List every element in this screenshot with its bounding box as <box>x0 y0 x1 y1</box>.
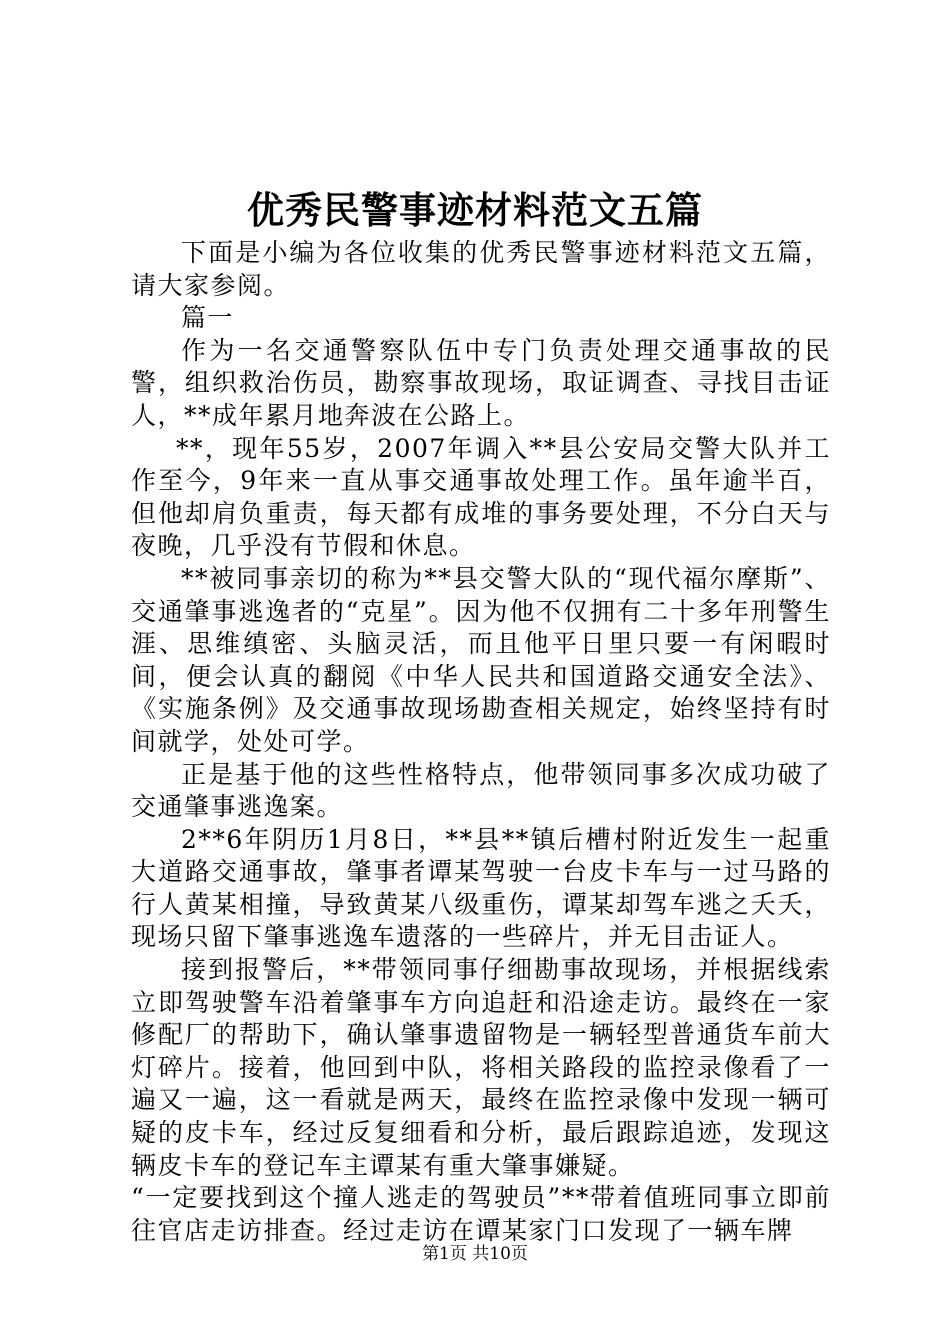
paragraph: **，现年55岁，2007年调入**县公安局交警大队并工作至今，9年来一直从事交通事故处理工作。虽年逾半百，但他却肩负重责，每天都有成堆的事务要处理，不分白天与夜晚，几乎没有节假和休息。 <box>131 433 831 561</box>
paragraph-intro: 下面是小编为各位收集的优秀民警事迹材料范文五篇，请大家参阅。 <box>131 238 831 300</box>
paragraph: 接到报警后，**带领同事仔细勘事故现场，并根据线索立即驾驶警车沿着肇事车方向追赶和沿途走访。最终在一家修配厂的帮助下，确认肇事遗留物是一辆轻型普通货车前大灯碎片。接着，他回到中队，将相关路段的监控录像看了一遍又一遍，这一看就是两天，最终在监控录像中发现一辆可疑的皮卡车，经过反复细看和分析，最后跟踪追迹，发现这辆皮卡车的登记车主谭某有重大肇事嫌疑。 <box>131 955 831 1180</box>
page-footer: 第1页 共10页 <box>422 1244 528 1264</box>
section-heading: 篇一 <box>181 303 235 333</box>
paragraph: 正是基于他的这些性格特点，他带领同事多次成功破了交通肇事逃逸案。 <box>131 759 831 822</box>
document-title: 优秀民警事迹材料范文五篇 <box>247 188 703 232</box>
paragraph: “一定要找到这个撞人逃走的驾驶员”**带着值班同事立即前往官店走访排查。经过走访在谭某家门口发现了一辆车牌 <box>131 1183 831 1245</box>
paragraph: **被同事亲切的称为**县交警大队的“现代福尔摩斯”、交通肇事逃逸者的“克星”。因为他不仅拥有二十多年刑警生涯、思维缜密、头脑灵活，而且他平日里只要一有闲暇时间，便会认真的翻阅《中华人民共和国道路交通安全法》、《实施条例》及交通事故现场勘查相关规定，始终坚持有时间就学，处处可学。 <box>131 563 831 756</box>
paragraph: 2**6年阴历1月8日，**县**镇后槽村附近发生一起重大道路交通事故，肇事者谭某驾驶一台皮卡车与一过马路的行人黄某相撞，导致黄某八级重伤，谭某却驾车逃之夭夭，现场只留下肇事逃逸车遗落的一些碎片，并无目击证人。 <box>131 824 831 952</box>
document-body <box>131 237 831 1247</box>
paragraph: 作为一名交通警察队伍中专门负责处理交通事故的民警，组织救治伤员，勘察事故现场，取证调查、寻找目击证人，**成年累月地奔波在公路上。 <box>131 335 831 430</box>
